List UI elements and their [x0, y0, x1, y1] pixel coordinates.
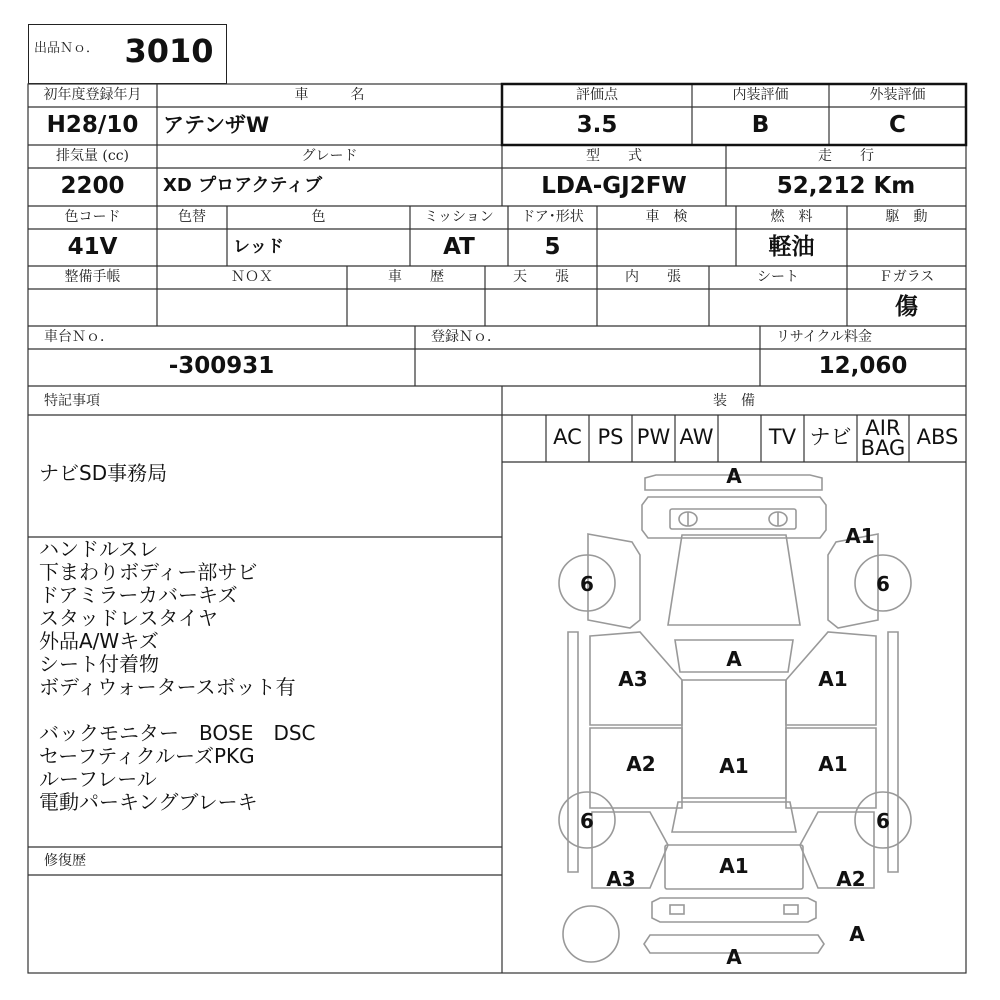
damage-rear-corner: A [849, 922, 865, 946]
exterior-label: 外装評価 [869, 87, 926, 103]
remarks-line: シート付着物 [39, 652, 159, 676]
damage-front: A [726, 464, 742, 488]
damage-right-front-door: A3 [618, 667, 648, 691]
grade-label: グレード [301, 148, 358, 164]
damage-rear: A [726, 945, 742, 969]
equipment-cell: AIR BAG [860, 416, 906, 460]
first-reg-label: 初年度登録年月 [43, 87, 142, 103]
mission-label: ミッション [424, 209, 494, 225]
model-value: LDA-GJ2FW [541, 173, 687, 199]
displacement-value: 2200 [60, 173, 125, 199]
remarks-top: ナビSD事務局 [39, 461, 168, 485]
recycle-value: 12,060 [818, 353, 908, 379]
remarks-line [39, 699, 502, 722]
equipment-cell: ナビ [809, 425, 852, 449]
first-reg-value: H28/10 [46, 112, 139, 138]
nox-label: ＮＯＸ [231, 269, 273, 285]
history-label: 車 歴 [388, 269, 444, 285]
remarks-line: 下まわりボディー部サビ [39, 560, 258, 584]
equipment-label: 装 備 [713, 393, 755, 409]
model-label: 型 式 [586, 148, 642, 164]
remarks-line: 外品A/Wキズ [39, 629, 159, 653]
front-glass-value: 傷 [895, 294, 918, 320]
door-value: 5 [544, 234, 561, 260]
damage-left-front-fender: A1 [845, 524, 875, 548]
remarks-list [28, 538, 502, 814]
inner-lining-label: 内 張 [625, 269, 681, 285]
damage-tire-rf: 6 [876, 572, 890, 596]
remarks-line: 電動パーキングブレーキ [39, 790, 258, 814]
inspection-label: 車 検 [645, 209, 688, 225]
drive-label: 駆 動 [885, 209, 928, 225]
color-code-value: 41V [67, 234, 118, 260]
grade-value: XD プロアクティブ [163, 175, 323, 196]
remarks-line: スタッドレスタイヤ [39, 606, 218, 630]
damage-tire-rr: 6 [876, 809, 890, 833]
mileage-value: 52,212 Km [776, 173, 916, 199]
recycle-label: リサイクル料金 [776, 329, 873, 345]
remarks-line: ハンドルスレ [39, 537, 159, 561]
fuel-label: 燃 料 [770, 209, 813, 225]
equipment-cell: ABS [916, 425, 959, 449]
chassis-value: -300931 [168, 353, 275, 379]
equipment-cell: AC [553, 425, 582, 449]
roof-lining-label: 天 張 [513, 269, 569, 285]
remarks-line: バックモニター BOSE DSC [39, 721, 316, 745]
repair-history-label: 修復歴 [44, 853, 86, 869]
damage-hood: A [726, 647, 742, 671]
color-label: 色 [311, 209, 326, 225]
color-value: レッド [233, 237, 284, 257]
front-glass-label: Ｆガラス [878, 269, 935, 285]
remarks-line: セーフティクルーズPKG [39, 744, 255, 768]
mileage-label: 走 行 [818, 148, 874, 164]
interior-label: 内装評価 [732, 87, 789, 103]
equipment-cell: PW [636, 425, 671, 449]
car-name-value: アテンザW [163, 113, 270, 137]
remarks-line: ルーフレール [39, 767, 157, 791]
equipment-cell: TV [768, 425, 797, 449]
damage-left-rear: A2 [836, 867, 866, 891]
remarks-line: ドアミラーカバーキズ [39, 583, 238, 607]
color-change-label: 色替 [178, 209, 206, 225]
seat-label: シート [757, 269, 799, 285]
damage-tire-lr: 6 [580, 809, 594, 833]
fuel-value: 軽油 [768, 234, 815, 260]
damage-tire-lf: 6 [580, 572, 594, 596]
score-label: 評価点 [576, 87, 618, 103]
damage-right-rear: A3 [606, 867, 636, 891]
damage-left-front-door: A1 [818, 667, 848, 691]
damage-left-rear-door: A1 [818, 752, 848, 776]
door-label: ドア･形状 [521, 209, 584, 225]
remarks-label: 特記事項 [44, 393, 100, 409]
equipment-cell: AW [679, 425, 714, 449]
lot-label: 出品Ｎｏ． [34, 41, 100, 56]
equipment-cell [502, 416, 546, 462]
damage-roof: A1 [719, 754, 749, 778]
score-value: 3.5 [576, 112, 618, 138]
color-code-label: 色コード [64, 209, 121, 225]
remarks-line: ボディウォータースボット有 [39, 675, 296, 699]
registration-label: 登録Ｎｏ． [431, 329, 501, 345]
mission-value: AT [443, 234, 475, 260]
damage-trunk: A1 [719, 854, 749, 878]
exterior-value: C [889, 112, 906, 138]
car-name-label: 車 名 [294, 87, 365, 103]
lot-number: 3010 [124, 32, 214, 70]
manual-label: 整備手帳 [64, 269, 121, 285]
displacement-label: 排気量 (cc) [55, 148, 130, 164]
interior-value: B [751, 112, 770, 138]
damage-right-rear-door: A2 [626, 752, 656, 776]
chassis-label: 車台Ｎｏ． [44, 329, 114, 345]
equipment-cell: PS [597, 425, 624, 449]
equipment-cell [718, 416, 761, 462]
